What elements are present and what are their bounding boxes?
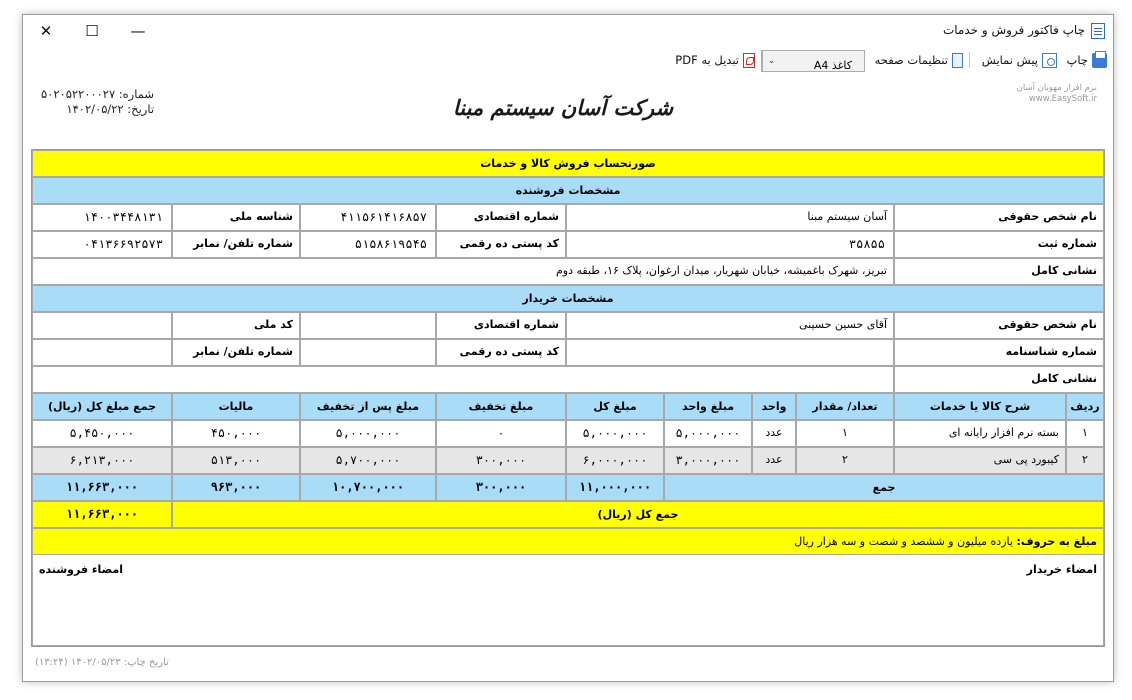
seller-national-id-label: شناسه ملی	[172, 204, 300, 231]
watermark-text: نرم افزار مهوبان آسان	[1016, 83, 1097, 93]
item-2-row: ۲	[1066, 447, 1104, 474]
print-date: تاریخ چاپ: ۱۴۰۲/۰۵/۲۳ (۱۳:۲۴)	[35, 657, 169, 668]
signature-area	[32, 555, 1104, 646]
invoice-number: ۵۰۲۰۵۲۲۰۰۰۲۷	[41, 87, 116, 101]
minimize-icon: —	[130, 22, 146, 40]
buyer-economic-label: شماره اقتصادی	[436, 312, 566, 339]
maximize-icon: ☐	[85, 22, 99, 40]
buyer-phone-value	[32, 339, 172, 366]
seller-postal-value: ۵۱۵۸۶۱۹۵۴۵	[300, 231, 436, 258]
print-button[interactable]	[1067, 50, 1107, 70]
preview-icon	[1042, 53, 1057, 68]
buyer-name-label: نام شخص حقوقی	[894, 312, 1104, 339]
close-button[interactable]	[23, 15, 69, 47]
maximize-button[interactable]	[69, 15, 115, 47]
sum-total: ۱۱,۰۰۰,۰۰۰	[566, 474, 664, 501]
buyer-phone-label: شماره تلفن/ نمابر	[172, 339, 300, 366]
page-icon	[952, 53, 963, 68]
seller-section-title: مشخصات فروشنده	[32, 177, 1104, 204]
close-icon: ✕	[39, 22, 53, 40]
col-after-discount: مبلغ پس از تخفیف	[300, 393, 436, 420]
item-1-tax: ۴۵۰,۰۰۰	[172, 420, 300, 447]
buyer-economic-value	[300, 312, 436, 339]
words-value: یازده میلیون و ششصد و شصت و سه هزار ریال	[794, 535, 1013, 548]
date-label: تاریخ:	[127, 102, 155, 116]
page-settings-label: تنظیمات صفحه	[874, 53, 948, 67]
sum-after-discount: ۱۰,۷۰۰,۰۰۰	[300, 474, 436, 501]
pdf-label: تبدیل به PDF	[675, 53, 739, 67]
item-1-after-discount: ۵,۰۰۰,۰۰۰	[300, 420, 436, 447]
item-2-after-discount: ۵,۷۰۰,۰۰۰	[300, 447, 436, 474]
item-2-qty: ۲	[796, 447, 894, 474]
number-label: شماره:	[118, 87, 155, 101]
preview-button[interactable]	[982, 50, 1057, 70]
sum-label: جمع	[664, 474, 1104, 501]
buyer-id-label: شماره شناسنامه	[894, 339, 1104, 366]
title-bar	[23, 15, 1113, 47]
item-1-discount: ۰	[436, 420, 566, 447]
buyer-signature: امضاء خریدار	[1026, 563, 1097, 576]
item-1-grand: ۵,۴۵۰,۰۰۰	[32, 420, 172, 447]
preview-label: پیش نمایش	[981, 53, 1038, 67]
item-1-total: ۵,۰۰۰,۰۰۰	[566, 420, 664, 447]
buyer-postal-label: کد پستی ده رقمی	[436, 339, 566, 366]
seller-economic-value: ۴۱۱۵۶۱۴۱۶۸۵۷	[300, 204, 436, 231]
print-label: چاپ	[1066, 53, 1088, 67]
buyer-address-value	[32, 366, 894, 393]
seller-name-value: آسان سیستم مبنا	[566, 204, 894, 231]
seller-address-value: تبریز، شهرک باغمیشه، خیابان شهریار، میدان ارغوان، پلاک ۱۶، طبقه دوم	[32, 258, 894, 285]
col-unit: واحد	[752, 393, 796, 420]
item-1-unit: عدد	[752, 420, 796, 447]
col-row: ردیف	[1066, 393, 1104, 420]
company-logo	[452, 87, 674, 127]
pdf-icon	[743, 53, 755, 68]
paper-size-select[interactable]	[761, 50, 865, 72]
words-label: مبلغ به حروف:	[1016, 535, 1097, 548]
window-title: چاپ فاکتور فروش و خدمات	[942, 23, 1085, 37]
grand-total-label: جمع کل (ریال)	[172, 501, 1104, 528]
item-2-total: ۶,۰۰۰,۰۰۰	[566, 447, 664, 474]
buyer-section-title: مشخصات خریدار	[32, 285, 1104, 312]
col-qty: تعداد/ مقدار	[796, 393, 894, 420]
chevron-down-icon: ⌄	[762, 51, 780, 71]
sum-grand: ۱۱,۶۶۳,۰۰۰	[32, 474, 172, 501]
col-total: مبلغ کل	[566, 393, 664, 420]
amount-in-words	[32, 528, 1104, 555]
seller-national-id-value: ۱۴۰۰۳۴۴۸۱۳۱	[32, 204, 172, 231]
col-unit-price: مبلغ واحد	[664, 393, 752, 420]
sum-tax: ۹۶۳,۰۰۰	[172, 474, 300, 501]
item-2-discount: ۳۰۰,۰۰۰	[436, 447, 566, 474]
minimize-button[interactable]	[115, 15, 161, 47]
toolbar	[23, 47, 1113, 73]
buyer-name-value: آقای حسین حسینی	[566, 312, 894, 339]
col-desc: شرح کالا یا خدمات	[894, 393, 1066, 420]
seller-reg-value: ۳۵۸۵۵	[566, 231, 894, 258]
item-1-unit-price: ۵,۰۰۰,۰۰۰	[664, 420, 752, 447]
seller-postal-label: کد پستی ده رقمی	[436, 231, 566, 258]
sum-discount: ۳۰۰,۰۰۰	[436, 474, 566, 501]
seller-phone-label: شماره تلفن/ نمابر	[172, 231, 300, 258]
item-1-row: ۱	[1066, 420, 1104, 447]
buyer-national-code-value	[32, 312, 172, 339]
buyer-id-value	[566, 339, 894, 366]
seller-address-label: نشانی کامل	[894, 258, 1104, 285]
seller-reg-label: شماره ثبت	[894, 231, 1104, 258]
watermark-url: www.EasySoft.ir	[1028, 94, 1097, 104]
item-2-grand: ۶,۲۱۳,۰۰۰	[32, 447, 172, 474]
seller-name-label: نام شخص حقوقی	[894, 204, 1104, 231]
invoice-meta	[41, 87, 154, 117]
page-settings-button[interactable]	[875, 50, 963, 70]
seller-phone-value: ۰۴۱۳۶۶۹۲۵۷۳	[32, 231, 172, 258]
watermark	[967, 83, 1097, 105]
company-name: شرکت آسان سیستم مبنا	[452, 95, 674, 120]
item-2-unit: عدد	[752, 447, 796, 474]
invoice-title: صورتحساب فروش کالا و خدمات	[32, 150, 1104, 177]
item-1-desc: بسته نرم افزار رایانه ای	[894, 420, 1066, 447]
report-icon	[1091, 23, 1105, 39]
grand-total-value: ۱۱,۶۶۳,۰۰۰	[32, 501, 172, 528]
invoice-table	[31, 149, 1105, 647]
print-invoice-window	[22, 14, 1114, 682]
printer-icon	[1092, 53, 1107, 68]
item-2-desc: کیبورد پی سی	[894, 447, 1066, 474]
paper-size-value: کاغذ A4	[813, 59, 852, 72]
item-2-unit-price: ۳,۰۰۰,۰۰۰	[664, 447, 752, 474]
col-grand: جمع مبلغ کل (ریال)	[32, 393, 172, 420]
toolbar-separator	[969, 52, 970, 68]
seller-signature: امضاء فروشنده	[39, 563, 124, 576]
invoice-date: ۱۴۰۲/۰۵/۲۲	[66, 102, 124, 116]
buyer-national-code-label: کد ملی	[172, 312, 300, 339]
col-discount: مبلغ تخفیف	[436, 393, 566, 420]
buyer-address-label: نشانی کامل	[894, 366, 1104, 393]
convert-pdf-button[interactable]	[675, 50, 755, 70]
item-2-tax: ۵۱۳,۰۰۰	[172, 447, 300, 474]
item-1-qty: ۱	[796, 420, 894, 447]
buyer-postal-value	[300, 339, 436, 366]
col-tax: مالیات	[172, 393, 300, 420]
seller-economic-label: شماره اقتصادی	[436, 204, 566, 231]
